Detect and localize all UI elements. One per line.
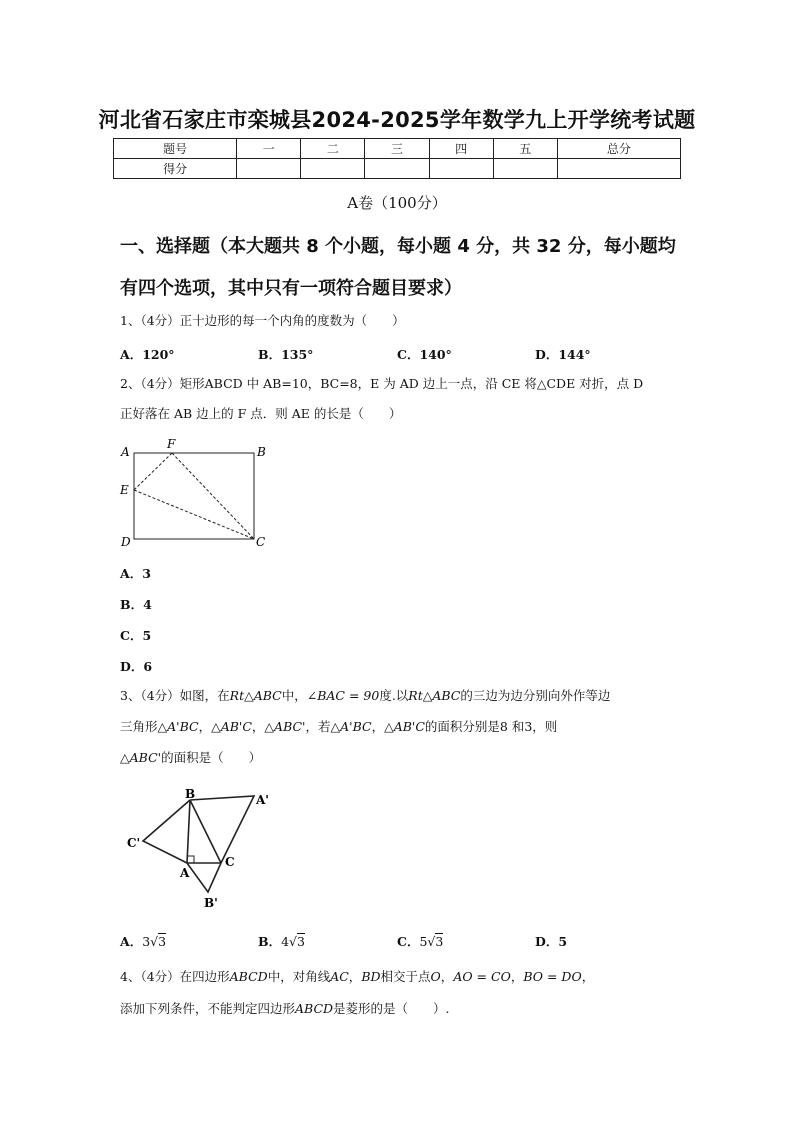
q4-math: AO = CO: [453, 969, 511, 984]
score-cell[interactable]: [429, 159, 493, 179]
score-cell[interactable]: [237, 159, 301, 179]
q4-math: ABCD: [229, 969, 268, 984]
q4-text: 中，对角线: [267, 969, 331, 984]
right-angle-mark: [188, 856, 194, 863]
q2-rectangle-figure: [116, 436, 276, 552]
question-4-line2: [120, 1001, 685, 1017]
q3-math: ABC': [129, 750, 162, 765]
volume-heading: A卷（100分）: [347, 194, 447, 212]
q3-math: AB'C: [220, 719, 252, 734]
q3-option-coef: 4: [281, 934, 290, 949]
q4-text: ，: [348, 969, 362, 984]
question-3-line2: [120, 719, 685, 735]
triangle-ab-prime-c: [187, 863, 221, 892]
q3-option-prefix: C．: [397, 934, 420, 949]
score-cell: 一: [237, 139, 301, 159]
q3-math: ABC': [274, 719, 306, 734]
q3-text: ，△: [251, 719, 275, 734]
question-3-line1: [120, 688, 685, 704]
q3-option-b[interactable]: [258, 932, 305, 950]
label-b: B: [185, 787, 196, 801]
segment-bc: [190, 800, 221, 863]
label-a-prime: A': [256, 793, 269, 807]
score-cell[interactable]: [557, 159, 680, 179]
label-b-prime: B': [204, 896, 218, 910]
score-cell[interactable]: [365, 159, 429, 179]
q3-text: ，若△: [305, 719, 341, 734]
score-cell: 总分: [557, 139, 680, 159]
segment-fe: [134, 453, 172, 490]
q4-text: ，: [581, 969, 595, 984]
q1-option-b[interactable]: B．135°: [258, 347, 314, 362]
question-3-line3: [120, 750, 685, 766]
segment-ec: [134, 490, 254, 539]
q3-math: A'BC: [167, 719, 199, 734]
q4-text: 4、（4分）在四边形: [120, 969, 230, 984]
label-c: C: [256, 535, 266, 549]
section-heading-line2: 有四个选项，其中只有一项符合题目要求）: [120, 278, 462, 299]
rectangle-abcd: [134, 453, 254, 539]
q3-option-radicand: 3: [297, 934, 305, 949]
q3-option-prefix: A．: [120, 934, 143, 949]
q4-math: BO = DO: [523, 969, 582, 984]
q3-math: A'BC: [340, 719, 372, 734]
q3-math: Rt△ABC: [229, 688, 282, 703]
q3-math: Rt△ABC: [408, 688, 461, 703]
q3-option-coef: 3: [142, 934, 151, 949]
q3-option-coef: 5: [419, 934, 428, 949]
q1-option-d[interactable]: D．144°: [535, 347, 591, 362]
q2-option-d[interactable]: D．6: [120, 659, 153, 674]
q3-option-d[interactable]: [535, 932, 567, 950]
label-c: C: [225, 855, 235, 869]
score-cell: 得分: [114, 159, 237, 179]
label-e: E: [120, 483, 129, 497]
question-2-line2: 正好落在 AB 边上的 F 点．则 AE 的长是（ ）: [120, 406, 402, 421]
label-d: D: [121, 535, 131, 549]
q1-option-c[interactable]: C．140°: [397, 347, 452, 362]
question-1-text: 1、（4分）正十边形的每一个内角的度数为（ ）: [120, 313, 405, 328]
q4-text: ，: [510, 969, 524, 984]
q3-text: 中，: [281, 688, 307, 703]
q3-math: AB'C: [393, 719, 425, 734]
q3-text: 的面积分别是8 和3，则: [424, 719, 558, 734]
q1-option-a[interactable]: A．120°: [120, 347, 175, 362]
label-f: F: [167, 437, 176, 451]
label-a: A: [180, 866, 190, 880]
question-2-line1: 2、（4分）矩形ABCD 中 AB=10，BC=8，E 为 AD 边上一点，沿 CE 将△CDE 对折，点 D: [120, 376, 644, 391]
score-cell[interactable]: [301, 159, 365, 179]
q4-math: AC: [330, 969, 349, 984]
sqrt-icon: √: [427, 934, 436, 949]
label-a: A: [121, 445, 130, 459]
q3-option-coef: 5: [558, 934, 568, 949]
sqrt-icon: √: [289, 934, 297, 949]
q3-text: ，△: [371, 719, 394, 734]
q3-option-prefix: B．: [258, 934, 282, 949]
score-table-score-row: [114, 159, 681, 179]
score-cell: 题号: [114, 139, 237, 159]
score-table: [113, 138, 681, 179]
q3-text: 3、（4分）如图，在: [120, 688, 230, 703]
question-4-line1: [120, 969, 685, 985]
q3-option-radicand: 3: [158, 934, 167, 949]
q3-text: ，△: [198, 719, 221, 734]
score-cell: 五: [493, 139, 557, 159]
q4-text: 是菱形的是（ ）.: [333, 1001, 450, 1016]
section-heading-line1: 一、选择题（本大题共 8 个小题，每小题 4 分，共 32 分，每小题均: [120, 236, 676, 257]
q3-option-a[interactable]: [120, 932, 166, 950]
score-table-header-row: [114, 139, 681, 159]
q3-math: ∠BAC = 90: [306, 688, 380, 703]
triangle-abc-prime: [143, 800, 190, 863]
score-cell[interactable]: [493, 159, 557, 179]
label-b: B: [257, 445, 266, 459]
score-cell: 四: [429, 139, 493, 159]
label-c-prime: C': [127, 836, 141, 850]
q3-option-prefix: D．: [535, 934, 559, 949]
exam-title: 河北省石家庄市栾城县2024-2025学年数学九上开学统考试题: [98, 108, 696, 132]
q2-option-a[interactable]: A．3: [120, 566, 151, 581]
sqrt-icon: √: [150, 934, 159, 949]
q4-text: 相交于点: [380, 969, 431, 984]
q4-text: 添加下列条件，不能判定四边形: [120, 1001, 296, 1016]
q2-option-b[interactable]: B．4: [120, 597, 152, 612]
score-cell: 二: [301, 139, 365, 159]
q3-option-c[interactable]: [397, 932, 443, 950]
q4-math: O: [430, 969, 441, 984]
q3-text: 的三边为边分别向外作等边: [460, 688, 611, 703]
triangle-a-prime-bc: [190, 796, 254, 863]
q4-math: ABCD: [295, 1001, 334, 1016]
q3-text: 三角形△: [120, 719, 168, 734]
segment-fc: [172, 453, 254, 539]
q3-option-radicand: 3: [435, 934, 444, 949]
q2-option-c[interactable]: C．5: [120, 628, 152, 643]
score-cell: 三: [365, 139, 429, 159]
q3-text: △: [120, 750, 130, 765]
q3-text: 度.以: [379, 688, 409, 703]
q4-math: BD: [361, 969, 381, 984]
q3-text: 的面积是（ ）: [161, 750, 262, 765]
q4-text: ，: [440, 969, 454, 984]
q3-triangle-figure: [124, 784, 280, 912]
segment-ab: [187, 800, 190, 863]
